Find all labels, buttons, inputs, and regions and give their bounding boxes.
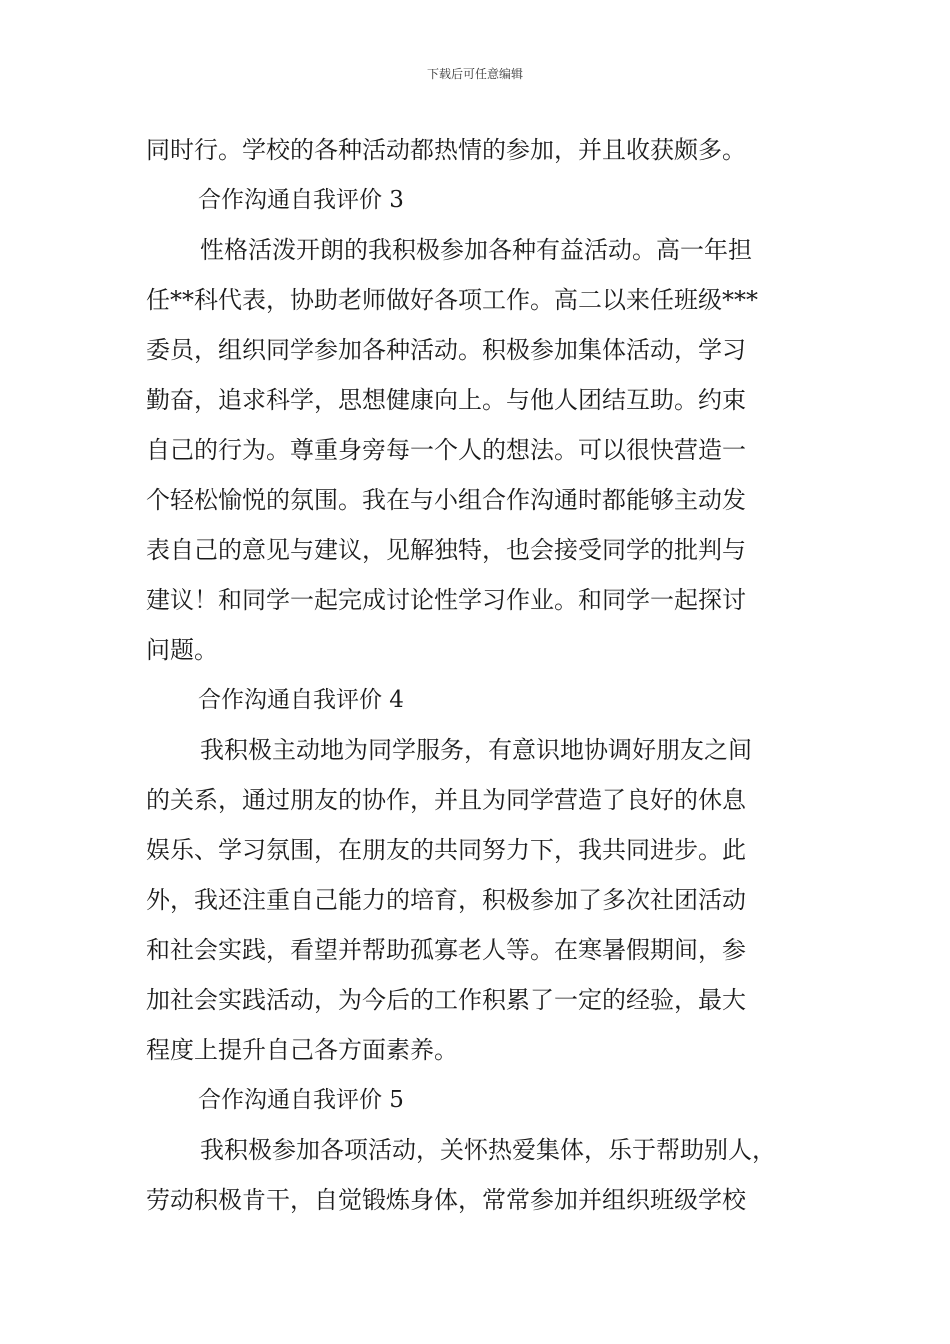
- paragraph-line: 我积极参加各项活动，关怀热爱集体，乐于帮助别人，: [200, 1136, 776, 1164]
- paragraph-line: 和社会实践，看望并帮助孤寡老人等。在寒暑假期间，参: [146, 936, 746, 964]
- paragraph-line: 我积极主动地为同学服务，有意识地协调好朋友之间: [200, 736, 752, 764]
- paragraph-line: 个轻松愉悦的氛围。我在与小组合作沟通时都能够主动发: [146, 486, 746, 514]
- paragraph-line: 的关系，通过朋友的协作，并且为同学营造了良好的休息: [146, 786, 746, 814]
- paragraph-line: 委员，组织同学参加各种活动。积极参加集体活动，学习: [146, 336, 746, 364]
- paragraph-line: 外，我还注重自己能力的培育，积极参加了多次社团活动: [146, 886, 746, 914]
- paragraph-line: 同时行。学校的各种活动都热情的参加，并且收获颇多。: [146, 136, 746, 164]
- paragraph-line: 勤奋，追求科学，思想健康向上。与他人团结互助。约束: [146, 386, 746, 414]
- paragraph-line: 程度上提升自己各方面素养。: [146, 1036, 458, 1064]
- paragraph-line: 性格活泼开朗的我积极参加各种有益活动。高一年担: [200, 236, 752, 264]
- page-header: 下载后可任意编辑: [426, 67, 523, 81]
- section-heading-3: 合作沟通自我评价 3: [198, 187, 404, 213]
- section-heading-4: 合作沟通自我评价 4: [198, 687, 404, 713]
- paragraph-line: 劳动积极肯干，自觉锻炼身体，常常参加并组织班级学校: [146, 1186, 746, 1214]
- paragraph-line: 任**科代表，协助老师做好各项工作。高二以来任班级***: [146, 286, 758, 314]
- section-heading-5: 合作沟通自我评价 5: [198, 1087, 404, 1113]
- paragraph-line: 娱乐、学习氛围，在朋友的共同努力下，我共同进步。此: [146, 836, 746, 864]
- paragraph-line: 加社会实践活动，为今后的工作积累了一定的经验，最大: [146, 986, 746, 1014]
- paragraph-line: 自己的行为。尊重身旁每一个人的想法。可以很快营造一: [146, 436, 746, 464]
- document-body: [146, 125, 816, 1225]
- paragraph-line: 表自己的意见与建议，见解独特，也会接受同学的批判与: [146, 536, 746, 564]
- paragraph-line: 问题。: [146, 636, 218, 664]
- paragraph-line: 建议！和同学一起完成讨论性学习作业。和同学一起探讨: [146, 586, 746, 614]
